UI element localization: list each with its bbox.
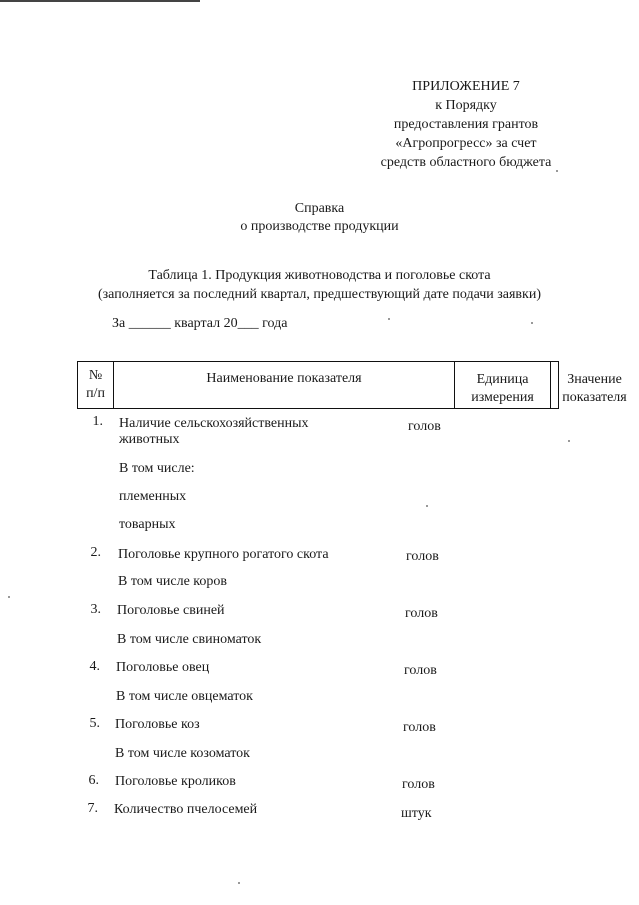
scan-speck: [531, 322, 533, 324]
header-value: Значение показателя: [562, 372, 627, 405]
header-unit: Единица измерения: [455, 362, 551, 408]
scan-speck: [568, 440, 570, 442]
appendix-line: к Порядку: [435, 98, 497, 113]
scan-speck: [8, 596, 10, 598]
row-unit: голов: [408, 419, 441, 434]
row-unit: голов: [405, 606, 438, 621]
appendix-line: предоставления грантов: [393, 117, 539, 132]
row-name: Поголовье коз: [115, 717, 200, 732]
row-sub: В том числе козоматок: [115, 746, 250, 761]
period-line: За ______ квартал 20___ года: [112, 316, 288, 331]
row-name: Поголовье кроликов: [115, 774, 236, 789]
scan-speck: [388, 318, 390, 320]
row-number: 4.: [89, 659, 100, 674]
row-number: 5.: [89, 716, 100, 731]
row-name: Поголовье свиней: [117, 603, 225, 618]
row-number: 1.: [92, 414, 103, 429]
table-header: [77, 361, 627, 409]
document-subtitle: о производстве продукции: [240, 219, 399, 234]
appendix-title: ПРИЛОЖЕНИЕ 7: [412, 79, 520, 94]
row-unit: голов: [404, 663, 437, 678]
row-name: Поголовье крупного рогатого скота: [118, 547, 329, 562]
row-sub: В том числе коров: [118, 574, 228, 589]
header-name: Наименование показателя: [114, 362, 455, 408]
row-unit: штук: [401, 806, 432, 821]
row-number: 6.: [88, 773, 99, 788]
row-unit: голов: [402, 777, 435, 792]
row-number: 3.: [90, 602, 101, 617]
header-num: № п/п: [78, 362, 114, 408]
row-sub: В том числе овцематок: [116, 689, 253, 704]
row-name: Количество пчелосемей: [114, 802, 258, 817]
scan-speck: [556, 170, 558, 172]
row-unit: голов: [406, 549, 439, 564]
table-note: (заполняется за последний квартал, предшествующий дате подачи заявки): [97, 287, 542, 302]
table-title: Таблица 1. Продукция животноводства и поголовье скота: [148, 268, 491, 283]
row-sub: племенных: [119, 489, 187, 504]
row-name: Поголовье овец: [116, 660, 210, 675]
scan-speck: [238, 882, 240, 884]
row-name: Наличие сельскохозяйственных животных: [119, 416, 309, 447]
appendix-header: [360, 77, 572, 172]
row-sub: товарных: [119, 517, 176, 532]
row-sub: В том числе:: [119, 461, 195, 476]
row-number: 2.: [90, 545, 101, 560]
document-title: Справка: [294, 201, 345, 216]
row-number: 7.: [87, 801, 98, 816]
row-sub: В том числе свиноматок: [117, 632, 262, 647]
scan-artifact-line: [0, 0, 200, 2]
appendix-line: средств областного бюджета: [380, 155, 552, 170]
appendix-line: «Агропрогресс» за счет: [395, 136, 537, 151]
row-unit: голов: [403, 720, 436, 735]
scan-speck: [426, 505, 428, 507]
